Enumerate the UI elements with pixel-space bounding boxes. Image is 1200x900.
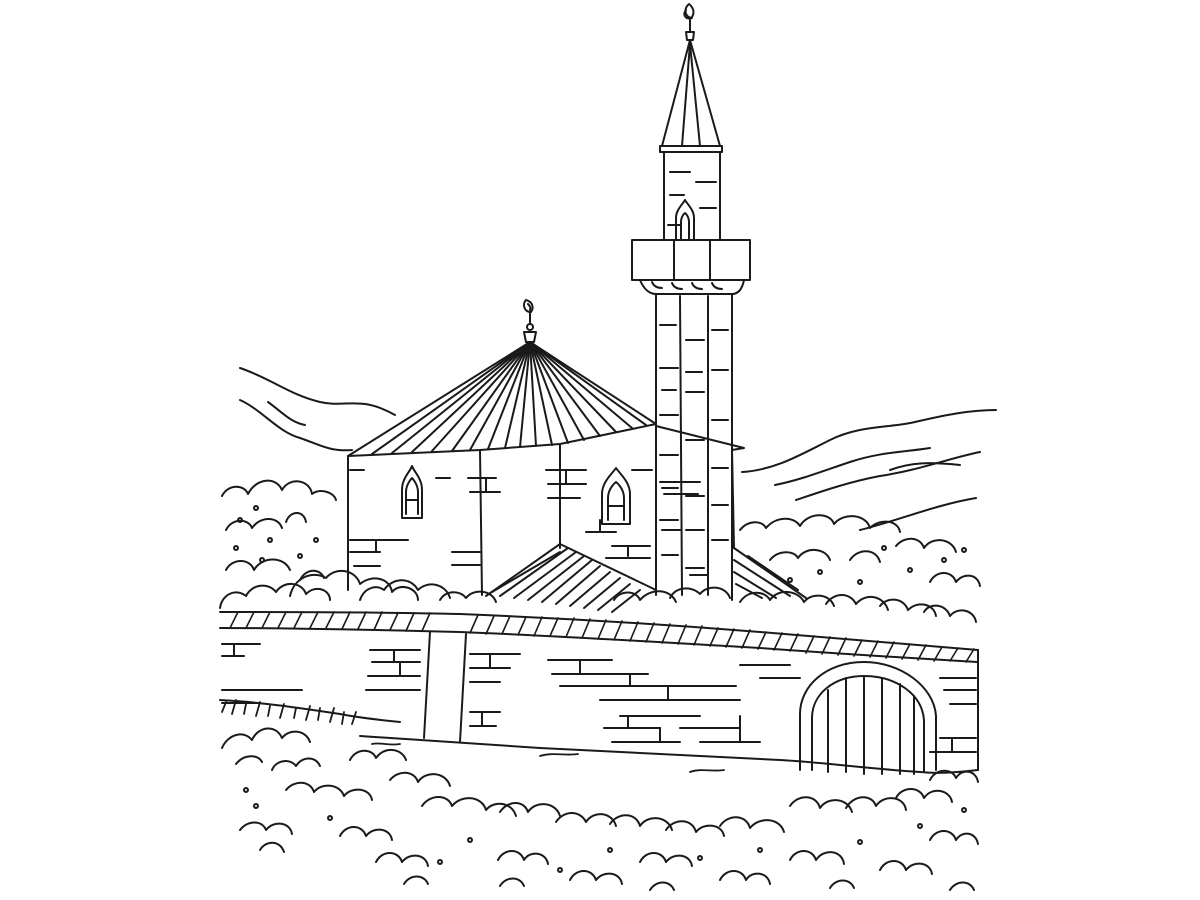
arched-gate — [800, 662, 936, 774]
lower-roofs — [486, 544, 806, 612]
mosque-walls — [348, 424, 734, 595]
grass — [222, 700, 724, 772]
bushes-behind-wall — [220, 481, 980, 622]
mosque-roof — [348, 300, 744, 456]
